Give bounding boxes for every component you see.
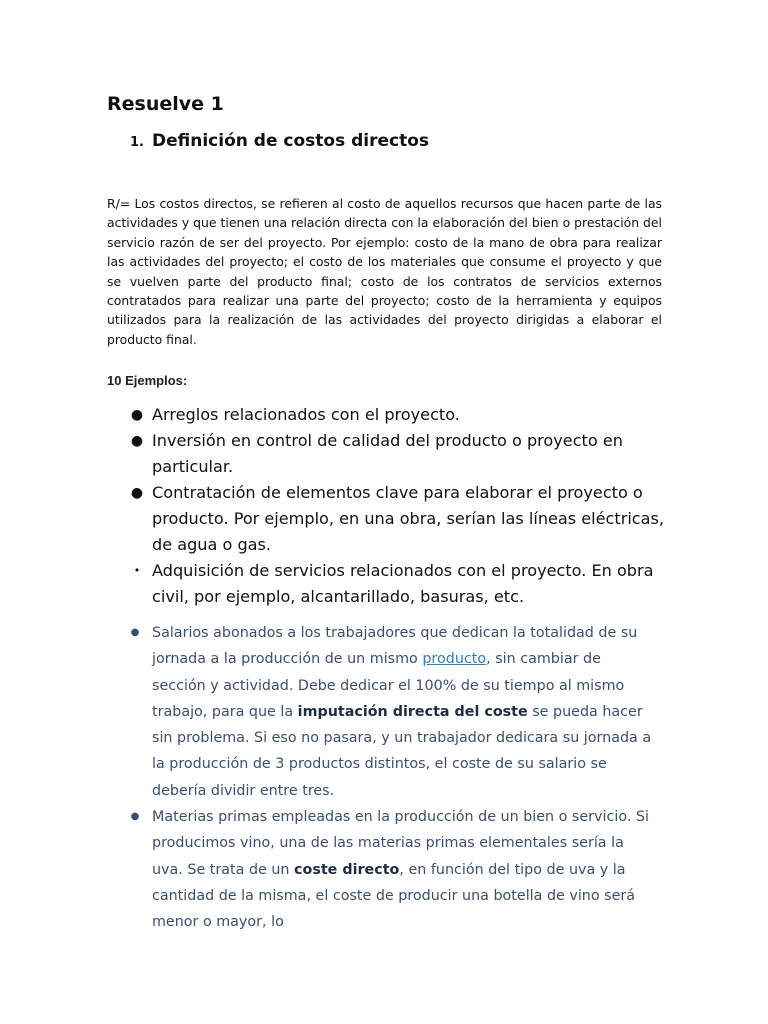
bullet-icon: ● <box>130 811 140 823</box>
list-item-text: Adquisición de servicios relacionados con el proyecto. En obra civil, por ejemplo, alcantarillado, basuras, etc. <box>152 561 654 606</box>
bullet-icon: ● <box>130 627 140 638</box>
bold-term: imputación directa del coste <box>297 703 528 720</box>
bullet-icon: ● <box>130 485 144 501</box>
text-run: , en función del tipo de uva y la cantidad de la misma, el coste de producir una botella de vino será menor o mayor, lo <box>152 861 636 931</box>
list-item-text: Contratación de elementos clave para elaborar el proyecto o producto. Por ejemplo, en una obra, serían las líneas eléctricas, de agua o gas. <box>152 483 665 554</box>
bullet-icon: ● <box>130 407 144 423</box>
list-item <box>130 428 665 480</box>
answer-paragraph: R/= Los costos directos, se refieren al costo de aquellos recursos que hacen parte de las actividades y que tienen una relación directa con la elaboración del bien o prestación del servicio razón de ser del proyecto. Por ejemplo: costo de la mano de obra para realizar las actividades del proyecto; el costo de los materiales que consume el proyecto y que se vuelven parte del producto final; costo de los contratos de servicios externos contratados para realizar una parte del proyecto; costo de la herramienta y equipos utilizados para la realización de las actividades del proyecto dirigidas a elaborar el producto final. <box>107 196 662 347</box>
section-heading <box>130 131 429 151</box>
text-run: se pueda hacer sin problema. Si eso no pasara, y un trabajador dedicara su jornada a la producción de 3 productos distintos, el coste de su salario se debería dividir entre tres. <box>152 703 652 799</box>
list-item <box>130 402 665 428</box>
page-title: Resuelve 1 <box>107 93 224 115</box>
list-item-text: Inversión en control de calidad del producto o proyecto en particular. <box>152 431 623 476</box>
section-number: 1. <box>130 135 144 150</box>
list-item <box>130 804 655 935</box>
list-item <box>130 558 665 610</box>
examples-list <box>130 402 665 610</box>
producto-link[interactable]: producto <box>422 651 487 668</box>
bullet-icon: ● <box>130 433 144 449</box>
examples-title: 10 Ejemplos: <box>107 373 188 388</box>
text-run: Salarios abonados a los trabajadores que dedican la totalidad de su jornada a la producción de un mismo <box>152 625 638 668</box>
list-item <box>130 620 655 804</box>
bullet-icon: • <box>133 564 141 577</box>
section-title: Definición de costos directos <box>152 131 430 151</box>
web-examples-list <box>130 620 655 936</box>
list-item <box>130 480 665 558</box>
bold-term: coste directo <box>294 861 400 878</box>
text-run: Materias primas empleadas en la producción de un bien o servicio. Si producimos vino, una de las materias primas elementales sería la uva. Se trata de un <box>152 809 649 878</box>
text-run: , sin cambiar de sección y actividad. Debe dedicar el 100% de su tiempo al mismo trabajo, para que la <box>152 651 625 720</box>
list-item-text <box>152 809 649 930</box>
list-item-text <box>152 625 651 799</box>
list-item-text: Arreglos relacionados con el proyecto. <box>152 405 460 424</box>
